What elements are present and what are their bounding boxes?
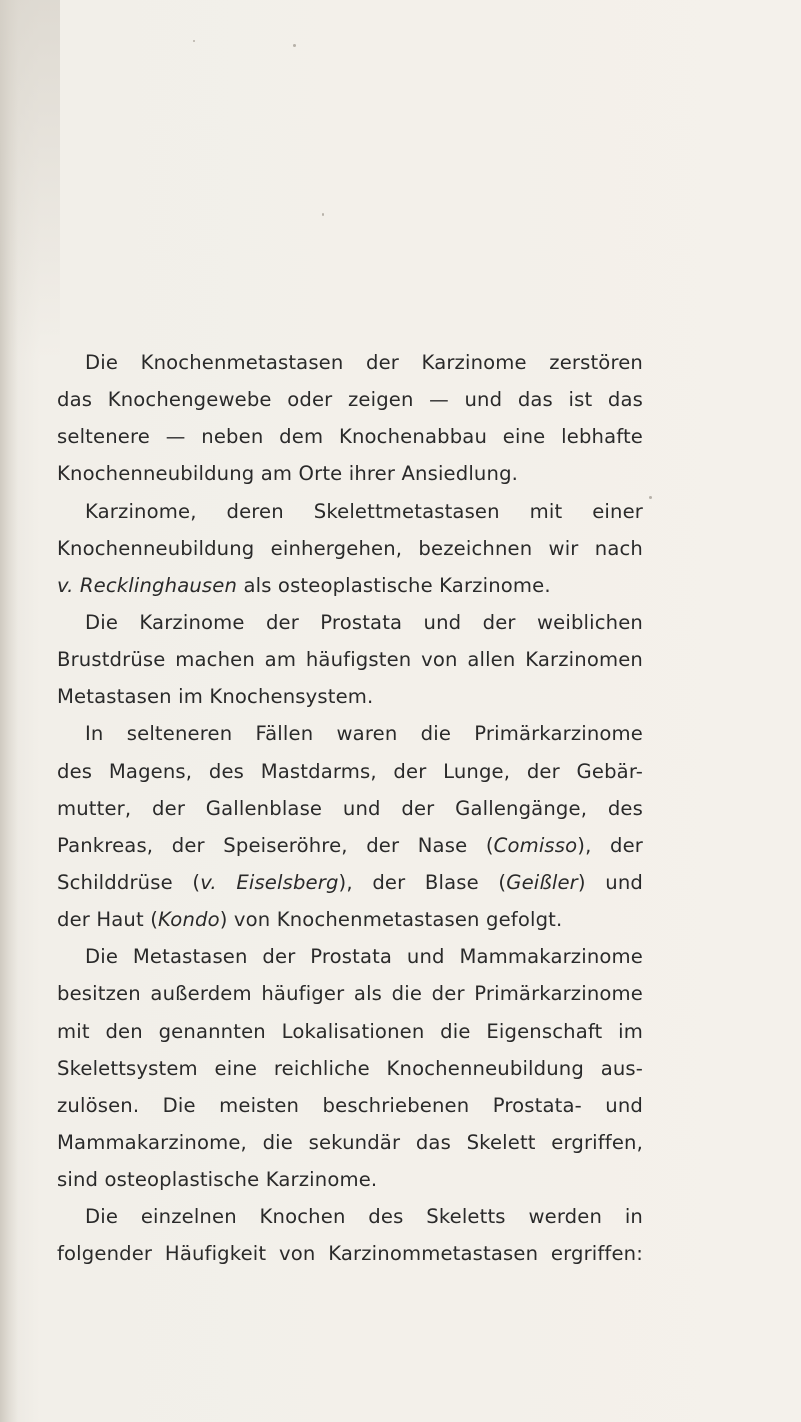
paper-speck [322,213,324,216]
text-line: zulösen. Die meisten beschriebenen Prostata- und [57,1093,643,1117]
page-stain [0,0,60,360]
text-fragment: Pankreas, der Speiseröhre, der Nase ( [57,833,494,857]
paper-speck [293,44,296,47]
text-fragment: Schilddrüse ( [57,870,201,894]
text-line [57,901,643,938]
text-line: folgender Häufigkeit von Karzinommetastasen ergriffen: [57,1242,643,1266]
text-line: Die Metastasen der Prostata und Mammakarzinome [85,945,643,969]
text-line: Metastasen im Knochensystem. [57,685,374,709]
text-line: In selteneren Fällen waren die Primärkarzinome [85,722,643,746]
text-line: mit den genannten Lokalisationen die Eigenschaft im [57,1019,643,1043]
text-line: mutter, der Gallenblase und der Gallengänge, des [57,796,643,820]
text-line: Knochenneubildung am Orte ihrer Ansiedlung. [57,462,519,486]
author-reference: v. Recklinghausen [57,573,238,597]
text-line: Die einzelnen Knochen des Skeletts werden in [85,1205,643,1229]
text-line [57,827,643,864]
text-fragment: ), der [577,833,643,857]
text-line: Karzinome, deren Skelettmetastasen mit einer [85,499,643,523]
text-line: Skelettsystem eine reichliche Knochenneubildung aus- [57,1056,643,1080]
text-line: Knochenneubildung einhergehen, bezeichnen wir nach [57,536,643,560]
paper-speck [193,40,195,42]
text-fragment: ), der Blase ( [338,870,507,894]
text-line: das Knochengewebe oder zeigen — und das ist das [57,388,643,412]
author-reference: Kondo [158,908,220,932]
text-line: Mammakarzinome, die sekundär das Skelett ergriffen, [57,1130,643,1154]
text-line: Die Knochenmetastasen der Karzinome zerstören [85,351,643,374]
author-reference: Comisso [493,833,578,857]
text-line: besitzen außerdem häufiger als die der Primärkarzinome [57,982,643,1006]
text-line [57,864,643,901]
text-line: sind osteoplastische Karzinome. [57,1168,378,1192]
text-line: Die Karzinome der Prostata und der weiblichen [85,610,643,634]
text-fragment: der Haut ( [57,908,158,932]
text-fragment: ) und [577,870,643,894]
author-reference: Geißler [506,870,578,894]
author-reference: v. Eiselsberg [200,870,339,894]
text-fragment: ) von Knochenmetastasen gefolgt. [219,908,563,932]
body-text [57,344,643,1273]
text-line [57,567,643,604]
text-fragment: als osteoplastische Karzinome. [237,573,551,597]
paper-speck [649,496,652,499]
text-line: Brustdrüse machen am häufigsten von allen Karzinomen [57,648,643,672]
text-line: des Magens, des Mastdarms, der Lunge, der Gebär- [57,759,643,783]
text-line: seltenere — neben dem Knochenabbau eine lebhafte [57,425,643,449]
